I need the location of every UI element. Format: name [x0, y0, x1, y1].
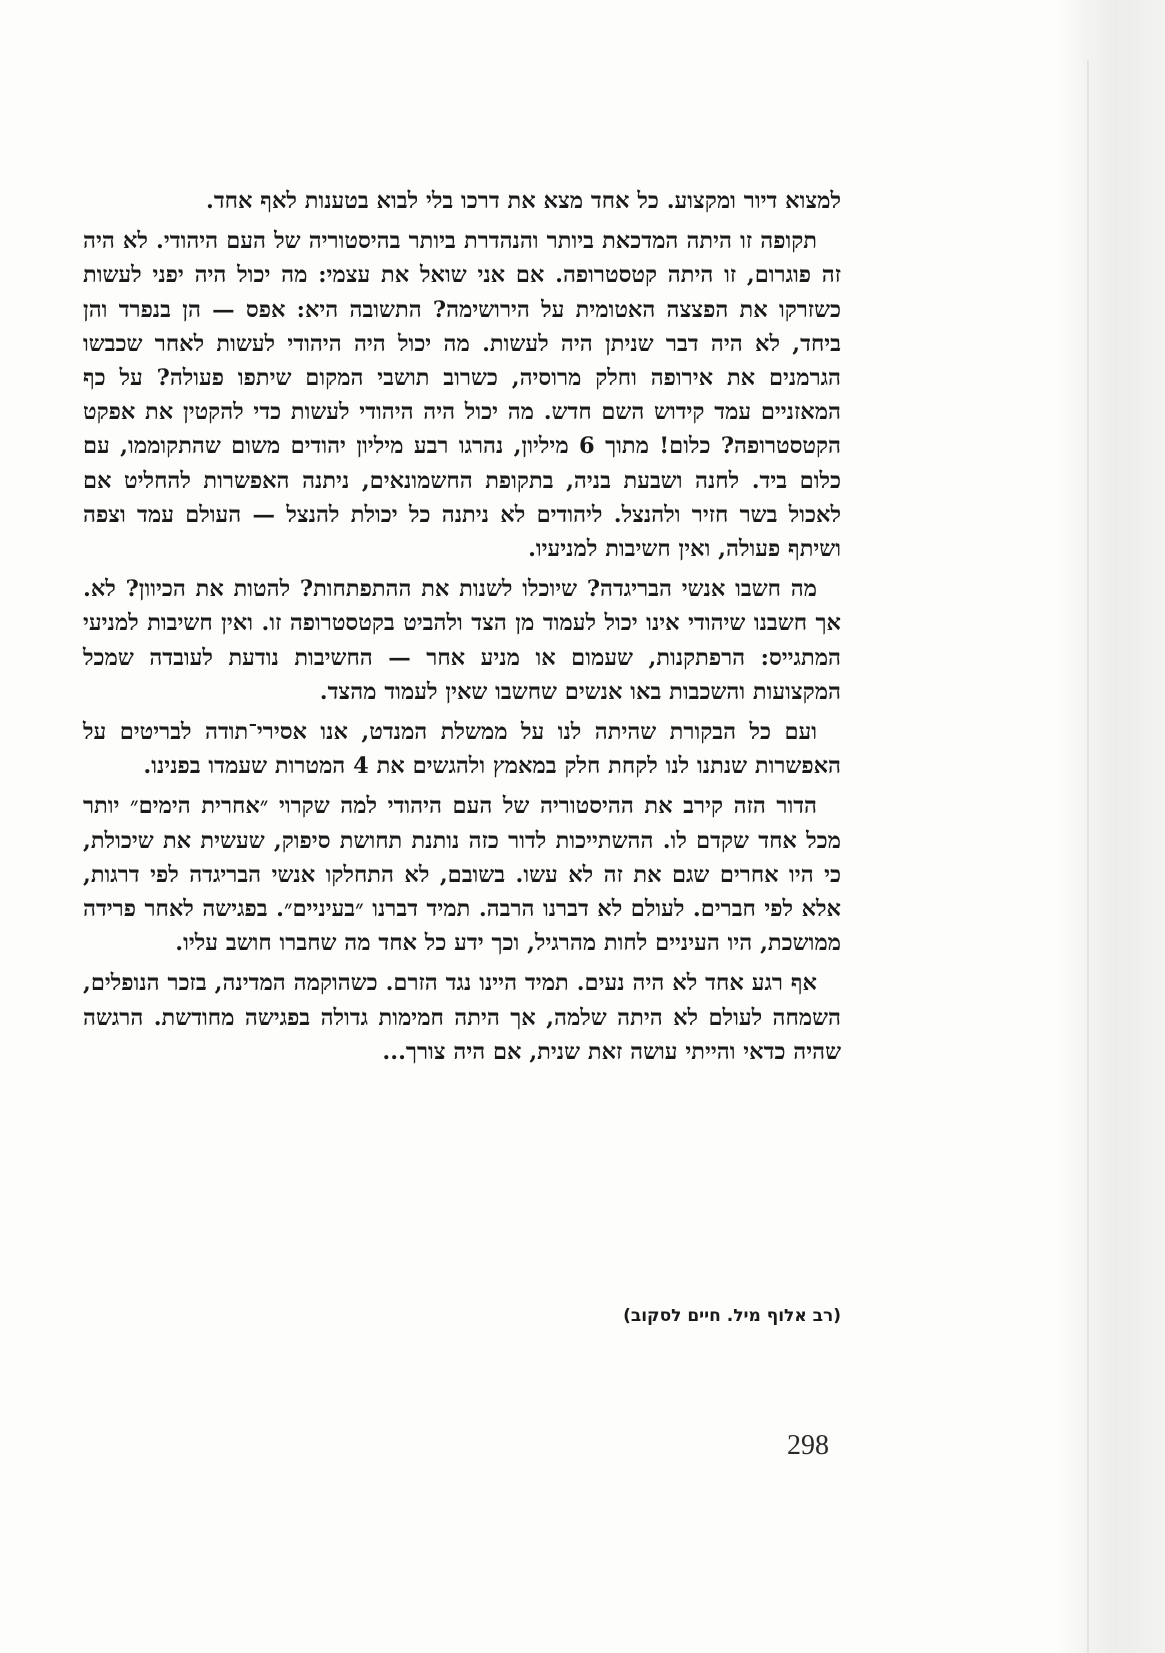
paragraph-6: אף רגע אחד לא היה נעים. תמיד היינו נגד הזרם. כשהוקמה המדינה, בזכר הנופלים, השמחה לעולם לא היתה שלמה, אך היתה חמימות גדולה בפגישה מחודשת. הרגשה שהיה כדאי והייתי עושה זאת שנית, אם היה צורך...: [83, 970, 841, 1065]
paragraph-5: הדור הזה קירב את ההיסטוריה של העם היהודי למה שקרוי ״אחרית הימים״ יותר מכל אחד שקדם לו. ההשתייכות לדור כזה נותנת תחושת סיפוק, שעשית את שיכולת, כי היו אחרים שגם את זה לא עשו. בשובם, לא התחלקו אנשי הבריגדה לפי דרגות, אלא לפי חברים. לעולם לא דברנו הרבה. תמיד דברנו ״בעיניים״. בפגישה לאחר פרידה ממושכת, היו העיניים לחות מהרגיל, וכך ידע כל אחד מה שחברו חושב עליו.: [83, 793, 841, 957]
page-number: 298: [787, 1430, 829, 1461]
paragraph-4: ועם כל הבקורת שהיתה לנו על ממשלת המנדט, אנו אסירי־תודה לבריטים על האפשרות שנתנו לנו לקחת חלק במאמץ ולהגשים את 4 המטרות שעמדו בפנינו.: [83, 719, 841, 780]
paragraph-3: מה חשבו אנשי הבריגדה? שיוכלו לשנות את ההתפתחות? להטות את הכיוון? לא. אך חשבנו שיהודי אינו יכול לעמוד מן הצד ולהביט בקטסטרופה זו. ואין חשיבות למניעי המתגייס: הרפתקנות, שעמום או מניע אחר — החשיבות נודעת לעובדה שמכל המקצועות והשכבות באו אנשים שחשבו שאין לעמוד מהצד.: [83, 576, 841, 705]
author-signature: (רב אלוף מיל. חיים לסקוב): [623, 1306, 841, 1326]
page-edge-shadow: [1055, 0, 1165, 1653]
body-text: [83, 184, 841, 1075]
paragraph-2: תקופה זו היתה המדכאת ביותר והנהדרת ביותר בהיסטוריה של העם היהודי. לא היה זה פוגרום, זו היתה קטסטרופה. אם אני שואל את עצמי: מה יכול היה יפני לעשות כשזרקו את הפצצה האטומית על הירושימה? התשובה היא: אפס — הן בנפרד והן ביחד, לא היה דבר שניתן היה לעשות. מה יכול היה היהודי לעשות לאחר שכבשו הגרמנים את אירופה וחלק מרוסיה, כשרוב תושבי המקום שיתפו פעולה? על כף המאזניים עמד קידוש השם חדש. מה יכול היה היהודי לעשות כדי להקטין את אפקט הקטסטרופה? כלום! מתוך 6 מיליון, נהרגו רבע מיליון יהודים משום שהתקוממו, עם כלום ביד. לחנה ושבעת בניה, בתקופת החשמונאים, ניתנה האפשרות להחליט אם לאכול בשר חזיר ולהנצל. ליהודים לא ניתנה כל יכולת להנצל — העולם עמד וצפה ושיתף פעולה, ואין חשיבות למניעיו.: [83, 228, 841, 563]
paragraph-1: למצוא דיור ומקצוע. כל אחד מצא את דרכו בלי לבוא בטענות לאף אחד.: [206, 188, 841, 214]
